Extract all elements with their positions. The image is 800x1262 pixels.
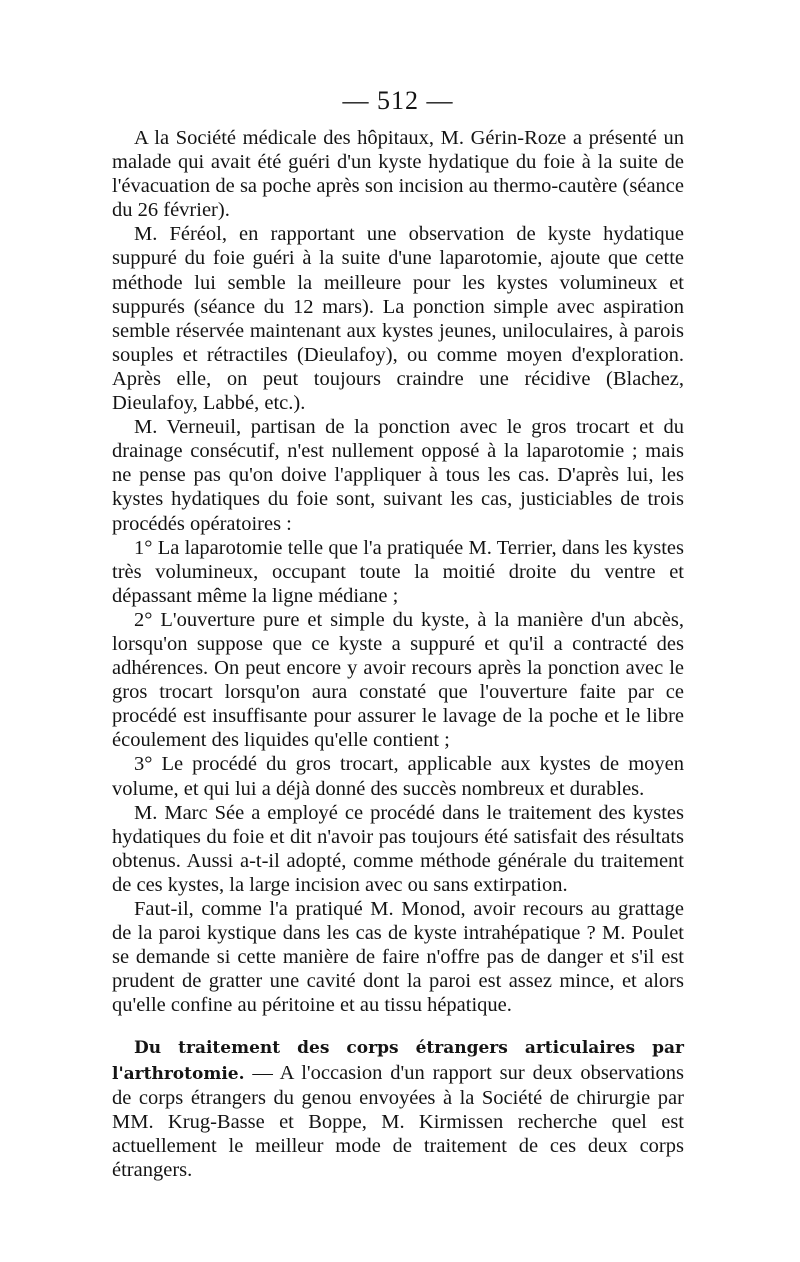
section-body: — A l'occasion d'un rapport sur deux observations de corps étrangers du genou envoyées à la Société de chirurgie par MM. Krug-Basse et Boppe, M. Kirmissen recherche quel est actuellement le meilleur mode de traitement de ces deux corps étrangers. — [112, 1061, 684, 1181]
paragraph-fereol: M. Féréol, en rapportant une observation de kyste hydatique suppuré du foie guéri à la suite d'une laparotomie, ajoute que cette méthode lui semble la meilleure pour les kystes volumineux et suppurés (séance du 12 mars). La ponction simple avec aspiration semble réservée maintenant aux kystes jeunes, uniloculaires, à parois souples et rétractiles (Dieulafoy), ou comme moyen d'exploration. Après elle, on peut toujours craindre une récidive (Blachez, Dieulafoy, Labbé, etc.). — [112, 223, 684, 415]
paragraph-gerin-roze: A la Société médicale des hôpitaux, M. Gérin-Roze a présenté un malade qui avait été guéri d'un kyste hydatique du foie à la suite de l'évacuation de sa poche après son incision au thermo-cautère (séance du 26 février). — [112, 127, 684, 222]
section-arthrotomie — [112, 1035, 684, 1182]
paragraph-procedure-1: 1° La laparotomie telle que l'a pratiquée M. Terrier, dans les kystes très volumineux, occupant toute la moitié droite du ventre et dépassant même la ligne médiane ; — [112, 536, 684, 607]
page-number: — 512 — — [342, 86, 454, 115]
paragraph-procedure-2: 2° L'ouverture pure et simple du kyste, à la manière d'un abcès, lorsqu'on suppose que ce kyste a suppuré et qu'il a contracté des adhérences. On peut encore y avoir recours après la ponction avec le gros trocart lorsqu'on aura constaté que l'ouverture faite par ce procédé est insuffisante pour assurer le lavage de la poche et le libre écoulement des liquides qu'elle contient ; — [112, 608, 684, 752]
paragraph-marc-see: M. Marc Sée a employé ce procédé dans le traitement des kystes hydatiques du foie et dit n'avoir pas toujours été satisfait des résultats obtenus. Aussi a-t-il adopté, comme méthode générale du traitement de ces kystes, la large incision avec ou sans extirpation. — [112, 801, 684, 896]
paragraph-verneuil: M. Verneuil, partisan de la ponction avec le gros trocart et du drainage consécutif, n'est nullement opposé à la laparotomie ; mais ne pense pas qu'on doive l'appliquer à tous les cas. D'après lui, les kystes hydatiques du foie sont, suivant les cas, justiciables de trois procédés opératoires : — [112, 416, 684, 535]
document-page — [112, 84, 684, 1182]
paragraph-procedure-3: 3° Le procédé du gros trocart, applicable aux kystes de moyen volume, et qui lui a déjà donné des succès nombreux et durables. — [112, 753, 684, 800]
paragraph-poulet: Faut-il, comme l'a pratiqué M. Monod, avoir recours au grattage de la paroi kystique dans les cas de kyste intrahépatique ? M. Poulet se demande si cette manière de faire n'offre pas de danger et s'il est prudent de gratter une cavité dont la paroi est assez mince, et alors qu'elle confine au péritoine et au tissu hépatique. — [112, 898, 684, 1017]
section-heading: Du traitement des corps étrangers articulaires par l'arthrotomie. — [112, 1038, 684, 1084]
section-spacer — [112, 1017, 684, 1035]
